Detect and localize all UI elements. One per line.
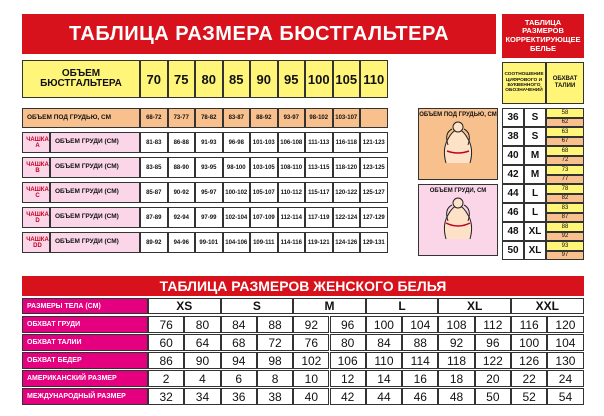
women-value: 96 [330, 316, 366, 333]
cup-value: 100-102 [223, 182, 251, 203]
cup-value: 110-112 [278, 182, 306, 203]
band-size-90: 90 [250, 60, 278, 98]
corrective-num: 48 [502, 222, 524, 241]
women-value: 88 [257, 316, 293, 333]
women-value: 2 [148, 370, 184, 387]
cup-value: 98-100 [223, 157, 251, 178]
corrective-letter: S [524, 108, 546, 127]
women-value: 4 [184, 370, 220, 387]
women-row-label: ОБХВАТ БЕДЕР [22, 352, 148, 369]
cup-value: 88-90 [168, 157, 196, 178]
women-value: 54 [547, 388, 583, 405]
women-value: 20 [475, 370, 511, 387]
cup-value: 101-103 [250, 132, 278, 153]
women-value: 88 [402, 334, 438, 351]
women-value: 18 [438, 370, 474, 387]
band-size-100: 100 [305, 60, 333, 98]
women-value: 80 [330, 334, 366, 351]
cup-value: 86-88 [168, 132, 196, 153]
band-size-80: 80 [195, 60, 223, 98]
women-value: 6 [221, 370, 257, 387]
corrective-letter: S [524, 127, 546, 146]
corrective-waist-max: 97 [546, 251, 584, 261]
women-value: 12 [330, 370, 366, 387]
women-value: 14 [366, 370, 402, 387]
corrective-size-title: ТАБЛИЦА РАЗМЕРОВ КОРРЕКТИРУЮЩЕЕ БЕЛЬЕ [502, 14, 584, 58]
cup-value: 96-98 [223, 132, 251, 153]
bra-size-title: ТАБЛИЦА РАЗМЕРА БЮСТГАЛЬТЕРА [22, 14, 496, 54]
band-size-label: ОБЪЕМ БЮСТГАЛЬТЕРА [22, 60, 140, 98]
corrective-letter: L [524, 203, 546, 222]
corrective-waist-max: 72 [546, 156, 584, 166]
corrective-waist-min: 78 [546, 184, 584, 194]
cup-value: 92-94 [168, 207, 196, 228]
cup-value: 95-97 [195, 182, 223, 203]
women-value: 50 [475, 388, 511, 405]
cup-value: 89-92 [140, 232, 168, 253]
corrective-waist-max: 62 [546, 118, 584, 128]
women-value: 110 [366, 352, 402, 369]
underbust-figure [418, 108, 498, 180]
women-value: 90 [184, 352, 220, 369]
cup-value: 129-131 [360, 232, 388, 253]
women-value: 112 [475, 316, 511, 333]
cup-row-label: ОБЪЕМ ГРУДИ (СМ) [50, 232, 140, 253]
cup-value: 117-119 [305, 207, 333, 228]
cup-row-label: ОБЪЕМ ГРУДИ (СМ) [50, 157, 140, 178]
cup-value: 114-116 [278, 232, 306, 253]
cup-value: 123-125 [360, 157, 388, 178]
size-m: M [293, 298, 366, 314]
underbust-value: 83-87 [223, 108, 251, 128]
women-value: 72 [257, 334, 293, 351]
cup-value: 90-92 [168, 182, 196, 203]
underbust-value: 93-97 [278, 108, 306, 128]
women-row-label: ОБХВАТ ТАЛИИ [22, 334, 148, 351]
cup-value: 116-118 [333, 132, 361, 153]
women-value: 10 [293, 370, 329, 387]
corrective-letter: M [524, 165, 546, 184]
bust-figure-label: ОБЪЕМ ГРУДИ, СМ [429, 188, 487, 194]
cup-value: 122-124 [333, 207, 361, 228]
women-value: 120 [547, 316, 583, 333]
size-xxl: XXL [511, 298, 584, 314]
corrective-waist-min: 83 [546, 203, 584, 213]
size-l: L [366, 298, 439, 314]
corrective-waist-max: 92 [546, 232, 584, 242]
band-size-75: 75 [168, 60, 196, 98]
corrective-waist-min: 63 [546, 127, 584, 137]
corrective-letter: M [524, 146, 546, 165]
cup-name: ЧАШКА B [22, 157, 50, 178]
corrective-waist-min: 58 [546, 108, 584, 118]
underbust-value: 103-107 [333, 108, 361, 128]
corrective-waist-header: ОБХВАТ ТАЛИИ [546, 62, 584, 104]
women-value: 130 [547, 352, 583, 369]
women-value: 48 [438, 388, 474, 405]
cup-value: 103-105 [250, 157, 278, 178]
women-value: 68 [221, 334, 257, 351]
corrective-num: 38 [502, 127, 524, 146]
cup-value: 111-113 [305, 132, 333, 153]
cup-value: 113-115 [305, 157, 333, 178]
band-size-70: 70 [140, 60, 168, 98]
corrective-waist-max: 87 [546, 213, 584, 223]
women-value: 8 [257, 370, 293, 387]
underbust-value: 98-102 [305, 108, 333, 128]
underbust-value: 78-82 [195, 108, 223, 128]
underbust-value [360, 108, 388, 128]
cup-name: ЧАШКА А [22, 132, 50, 153]
women-value: 108 [438, 316, 474, 333]
cup-name: ЧАШКА DD [22, 232, 50, 253]
women-value: 76 [148, 316, 184, 333]
cup-value: 85-87 [140, 182, 168, 203]
women-value: 106 [330, 352, 366, 369]
corrective-letter: XL [524, 222, 546, 241]
women-value: 22 [511, 370, 547, 387]
corrective-num: 46 [502, 203, 524, 222]
corrective-waist-max: 67 [546, 137, 584, 147]
underbust-figure-label: ОБЪЕМ ПОД ГРУДЬЮ, СМ [419, 112, 497, 118]
women-value: 94 [221, 352, 257, 369]
women-row-label: ОБХВАТ ГРУДИ [22, 316, 148, 333]
women-value: 122 [475, 352, 511, 369]
corrective-letter: L [524, 184, 546, 203]
women-value: 34 [184, 388, 220, 405]
women-value: 40 [293, 388, 329, 405]
cup-value: 104-106 [223, 232, 251, 253]
body-sizes-label: РАЗМЕРЫ ТЕЛА (СМ) [22, 298, 148, 314]
corrective-num: 40 [502, 146, 524, 165]
women-value: 86 [148, 352, 184, 369]
women-row-label: АМЕРИКАНСКИЙ РАЗМЕР [22, 370, 148, 387]
women-value: 24 [547, 370, 583, 387]
corrective-waist-min: 68 [546, 146, 584, 156]
women-value: 42 [330, 388, 366, 405]
cup-value: 112-114 [278, 207, 306, 228]
women-value: 114 [402, 352, 438, 369]
corrective-num: 42 [502, 165, 524, 184]
cup-value: 87-89 [140, 207, 168, 228]
women-value: 104 [402, 316, 438, 333]
underbust-value: 73-77 [168, 108, 196, 128]
women-value: 36 [221, 388, 257, 405]
cup-value: 81-83 [140, 132, 168, 153]
women-value: 102 [293, 352, 329, 369]
corrective-num: 44 [502, 184, 524, 203]
corrective-waist-min: 88 [546, 222, 584, 232]
women-value: 100 [366, 316, 402, 333]
corrective-letter: XL [524, 241, 546, 260]
cup-value: 91-93 [195, 132, 223, 153]
cup-value: 83-85 [140, 157, 168, 178]
cup-name: ЧАШКА D [22, 207, 50, 228]
cup-value: 106-108 [278, 132, 306, 153]
cup-value: 125-127 [360, 182, 388, 203]
cup-name: ЧАШКА C [22, 182, 50, 203]
bust-figure [418, 184, 498, 256]
cup-value: 97-99 [195, 207, 223, 228]
cup-value: 118-120 [333, 157, 361, 178]
cup-value: 107-109 [250, 207, 278, 228]
underbust-value: 68-72 [140, 108, 168, 128]
cup-value: 127-129 [360, 207, 388, 228]
women-value: 46 [402, 388, 438, 405]
women-row-label: МЕЖДУНАРОДНЫЙ РАЗМЕР [22, 388, 148, 405]
women-value: 126 [511, 352, 547, 369]
bust-figure-icon [428, 195, 488, 241]
women-value: 16 [402, 370, 438, 387]
women-value: 100 [511, 334, 547, 351]
women-value: 92 [293, 316, 329, 333]
cup-value: 93-95 [195, 157, 223, 178]
underbust-label: ОБЪЕМ ПОД ГРУДЬЮ, СМ [22, 108, 140, 128]
corrective-waist-min: 93 [546, 241, 584, 251]
cup-value: 105-107 [250, 182, 278, 203]
women-value: 38 [257, 388, 293, 405]
women-value: 96 [475, 334, 511, 351]
women-value: 118 [438, 352, 474, 369]
band-size-105: 105 [333, 60, 361, 98]
size-s: S [221, 298, 294, 314]
women-value: 116 [511, 316, 547, 333]
women-value: 52 [511, 388, 547, 405]
band-size-85: 85 [223, 60, 251, 98]
women-value: 84 [221, 316, 257, 333]
band-size-110: 110 [360, 60, 388, 98]
cup-value: 121-123 [360, 132, 388, 153]
cup-value: 102-104 [223, 207, 251, 228]
size-xl: XL [438, 298, 511, 314]
corrective-waist-max: 77 [546, 175, 584, 185]
women-value: 80 [184, 316, 220, 333]
underbust-figure-icon [428, 119, 488, 165]
cup-row-label: ОБЪЕМ ГРУДИ (СМ) [50, 182, 140, 203]
cup-value: 109-111 [250, 232, 278, 253]
cup-value: 99-101 [195, 232, 223, 253]
corrective-num: 36 [502, 108, 524, 127]
women-size-title: ТАБЛИЦА РАЗМЕРОВ ЖЕНСКОГО БЕЛЬЯ [22, 276, 584, 296]
cup-value: 124-126 [333, 232, 361, 253]
women-value: 104 [547, 334, 583, 351]
women-value: 92 [438, 334, 474, 351]
women-value: 84 [366, 334, 402, 351]
cup-value: 108-110 [278, 157, 306, 178]
women-value: 60 [148, 334, 184, 351]
women-value: 98 [257, 352, 293, 369]
corrective-num: 50 [502, 241, 524, 260]
cup-value: 94-96 [168, 232, 196, 253]
corrective-waist-min: 73 [546, 165, 584, 175]
corrective-waist-max: 82 [546, 194, 584, 204]
corrective-ratio-header: СООТНОШЕНИЕ ЦИФРОВОГО И БУКВЕННОГО ОБОЗНАЧЕНИЙ [502, 62, 546, 104]
women-value: 32 [148, 388, 184, 405]
women-value: 64 [184, 334, 220, 351]
women-value: 76 [293, 334, 329, 351]
cup-row-label: ОБЪЕМ ГРУДИ (СМ) [50, 132, 140, 153]
women-value: 44 [366, 388, 402, 405]
cup-row-label: ОБЪЕМ ГРУДИ (СМ) [50, 207, 140, 228]
band-size-95: 95 [278, 60, 306, 98]
underbust-value: 88-92 [250, 108, 278, 128]
cup-value: 115-117 [305, 182, 333, 203]
cup-value: 119-121 [305, 232, 333, 253]
size-xs: XS [148, 298, 221, 314]
cup-value: 120-122 [333, 182, 361, 203]
